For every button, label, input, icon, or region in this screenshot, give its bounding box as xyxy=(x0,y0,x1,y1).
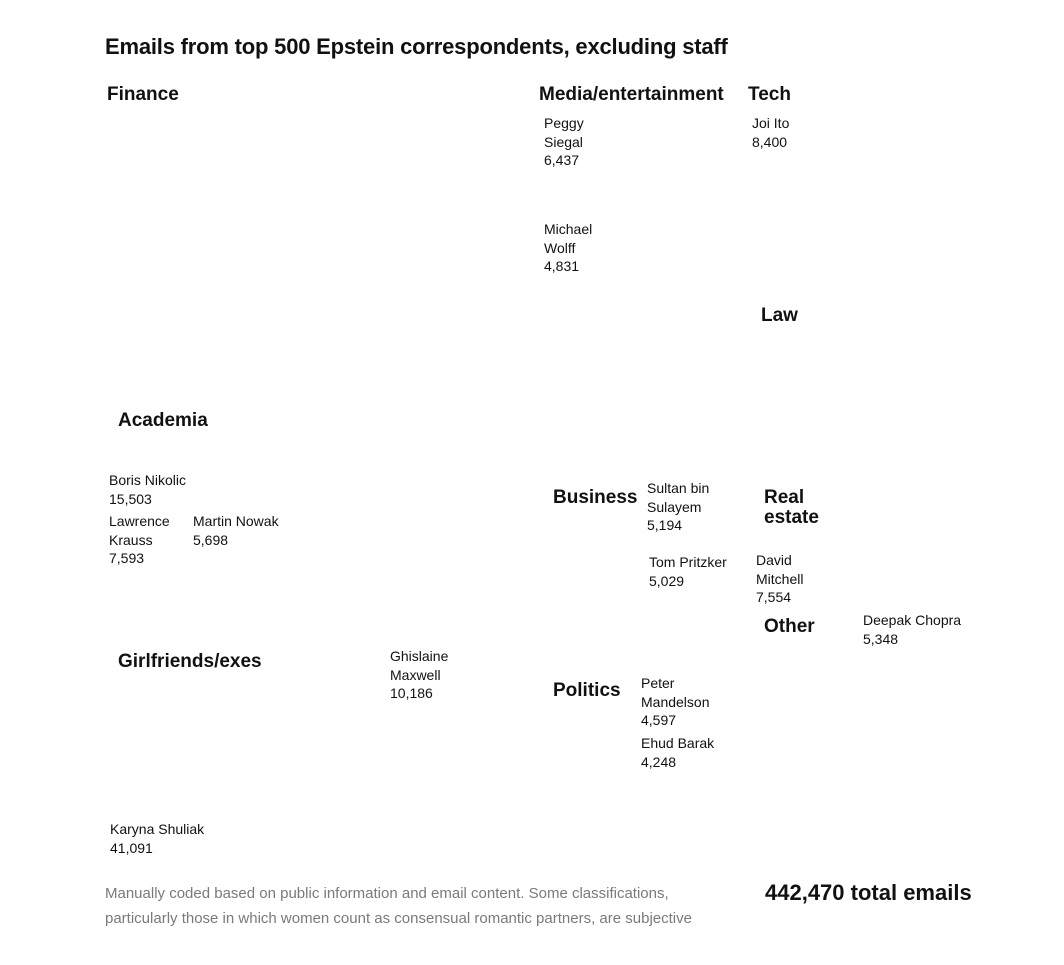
correspondent-label-ghislaine-maxwell xyxy=(390,647,448,703)
correspondent-label-martin-nowak xyxy=(193,512,279,549)
correspondent-label-tom-pritzker xyxy=(649,553,727,590)
correspondent-label-karyna-shuliak xyxy=(110,820,204,857)
correspondent-email-count: 6,437 xyxy=(544,152,580,168)
correspondent-name: David Mitchell xyxy=(756,552,804,587)
correspondent-email-count: 5,698 xyxy=(193,531,229,548)
correspondent-name: Martin Nowak xyxy=(193,513,279,529)
correspondent-email-count: 10,186 xyxy=(390,685,433,701)
correspondent-name: Joi Ito xyxy=(752,115,790,131)
correspondent-email-count: 7,593 xyxy=(109,550,145,566)
category-label-business: Business xyxy=(553,487,638,508)
correspondent-email-count: 5,194 xyxy=(647,517,683,533)
category-label-real-estate: Real estate xyxy=(764,487,819,528)
correspondent-name: Tom Pritzker xyxy=(649,554,727,570)
correspondent-email-count: 5,029 xyxy=(649,572,685,589)
correspondent-label-sultan-bin-sulayem xyxy=(647,479,709,535)
correspondent-label-peter-mandelson xyxy=(641,674,710,730)
category-label-tech: Tech xyxy=(748,84,791,105)
correspondent-name: Peter Mandelson xyxy=(641,675,710,710)
correspondent-name: Karyna Shuliak xyxy=(110,821,205,837)
correspondent-name: Boris Nikolic xyxy=(109,472,187,488)
correspondent-name: Michael Wolff xyxy=(544,221,593,256)
category-label-politics: Politics xyxy=(553,680,621,701)
correspondent-label-lawrence-krauss xyxy=(109,512,170,568)
total-emails: 442,470 total emails xyxy=(765,880,972,905)
correspondent-label-david-mitchell xyxy=(756,551,803,607)
correspondent-label-michael-wolff xyxy=(544,220,592,276)
correspondent-name: Sultan bin Sulayem xyxy=(647,480,710,515)
correspondent-label-ehud-barak xyxy=(641,734,714,771)
correspondent-email-count: 4,831 xyxy=(544,258,580,274)
correspondent-email-count: 5,348 xyxy=(863,630,899,647)
category-label-girlfriends-exes: Girlfriends/exes xyxy=(118,651,262,672)
correspondent-email-count: 15,503 xyxy=(109,490,152,507)
correspondent-name: Ehud Barak xyxy=(641,735,715,751)
category-label-law: Law xyxy=(761,305,798,326)
category-label-finance: Finance xyxy=(107,84,179,105)
category-label-academia: Academia xyxy=(118,410,208,431)
category-label-other: Other xyxy=(764,616,815,637)
footnote: Manually coded based on public information and email content. Some classifications, particularly those in which women count as consensual romantic partners, are subjective xyxy=(105,885,692,927)
correspondent-email-count: 4,248 xyxy=(641,753,677,770)
correspondent-label-boris-nikolic xyxy=(109,471,186,508)
correspondent-email-count: 4,597 xyxy=(641,712,677,728)
correspondent-email-count: 7,554 xyxy=(756,589,792,605)
correspondent-name: Lawrence Krauss xyxy=(109,513,170,548)
correspondent-name: Peggy Siegal xyxy=(544,115,584,150)
correspondent-email-count: 8,400 xyxy=(752,133,788,150)
correspondent-name: Deepak Chopra xyxy=(863,612,962,628)
category-label-media-entertainment: Media/entertainment xyxy=(539,84,724,105)
correspondent-email-count: 41,091 xyxy=(110,839,153,856)
correspondent-label-peggy-siegal xyxy=(544,114,584,170)
correspondent-label-joi-ito xyxy=(752,114,789,151)
chart-title: Emails from top 500 Epstein correspondents, excluding staff xyxy=(105,34,728,59)
correspondent-label-deepak-chopra xyxy=(863,611,961,648)
correspondent-name: Ghislaine Maxwell xyxy=(390,648,449,683)
